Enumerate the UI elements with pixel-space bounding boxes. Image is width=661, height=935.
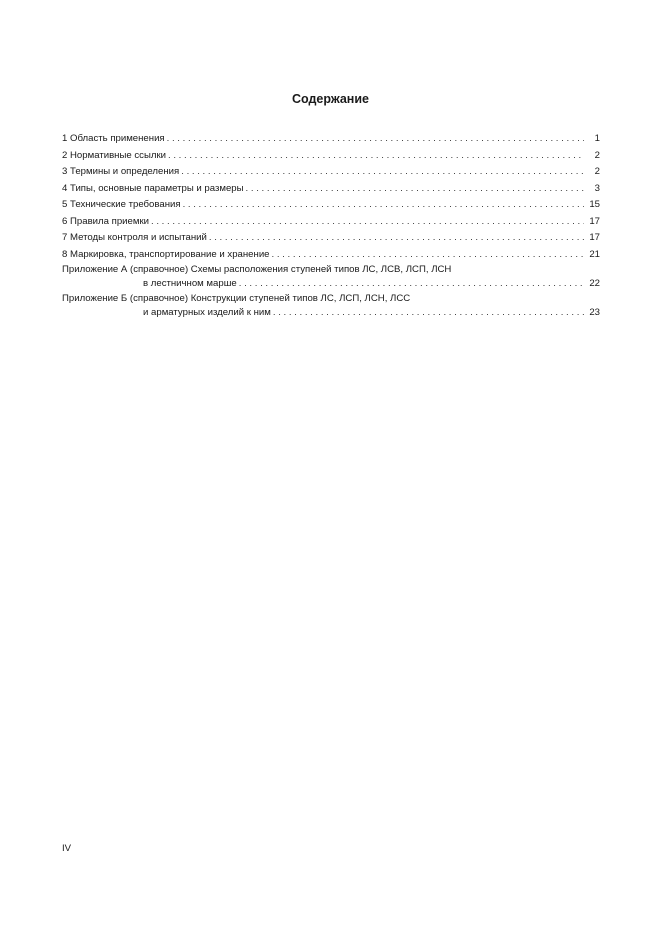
toc-appendix-title: Приложение Б (справочное) Конструкции ступеней типов ЛС, ЛСП, ЛСН, ЛСС [62,293,411,304]
toc-entry-page: 3 [594,182,600,194]
toc-leader-dots [151,214,584,231]
toc-entry-page: 17 [589,215,600,227]
toc-appendix-b[interactable] [62,292,600,319]
toc-appendix-page: 22 [589,277,600,289]
toc-leader-dots [209,230,584,247]
toc-entry-6[interactable] [62,214,600,231]
toc-entry-page: 15 [589,199,600,210]
toc-entry-page: 1 [594,133,600,144]
toc-entry-text: 5 Технические требования [62,199,181,210]
toc-entry-text: 7 Методы контроля и испытаний [62,232,207,243]
toc-entry-2[interactable] [62,148,600,165]
toc-leader-dots [181,164,584,181]
toc-appendix-a[interactable] [62,263,600,290]
toc-leader-dots [272,247,584,264]
toc-entry-1[interactable] [62,131,600,148]
toc-entry-text: 2 Нормативные ссылки [62,149,167,161]
page-number: IV [62,843,72,854]
toc-leader-dots [239,277,584,291]
toc-entry-7[interactable] [62,230,600,247]
toc-entry-text: 3 Термины и определения [62,166,180,177]
toc-entry-8[interactable] [62,247,600,264]
toc-entry-4[interactable] [62,181,600,198]
toc-entry-text: 1 Область применения [62,133,165,144]
toc-entry-3[interactable] [62,164,600,181]
toc-appendix-title: Приложение А (справочное) Схемы расположения ступеней типов ЛС, ЛСВ, ЛСП, ЛСН [62,264,452,275]
toc-leader-dots [273,306,584,320]
toc-entry-page: 21 [589,248,600,260]
page-title: Содержание [291,92,369,106]
toc-appendix-subtitle: в лестничном марше [143,277,237,289]
toc-entry-5[interactable] [62,197,600,214]
toc-entry-text: 6 Правила приемки [62,215,149,227]
toc-leader-dots [167,131,584,148]
toc-entry-page: 2 [594,149,600,161]
toc-entry-page: 17 [589,232,600,243]
toc-leader-dots [246,181,584,198]
toc-appendix-page: 23 [589,306,600,318]
toc-entry-text: 4 Типы, основные параметры и размеры [62,182,244,194]
toc-entry-text: 8 Маркировка, транспортирование и хранение [62,248,270,260]
toc-entry-page: 2 [594,166,600,177]
toc-leader-dots [183,197,584,214]
toc-appendix-subtitle: и арматурных изделий к ним [143,306,271,318]
toc-leader-dots [168,148,584,165]
table-of-contents [62,131,600,321]
